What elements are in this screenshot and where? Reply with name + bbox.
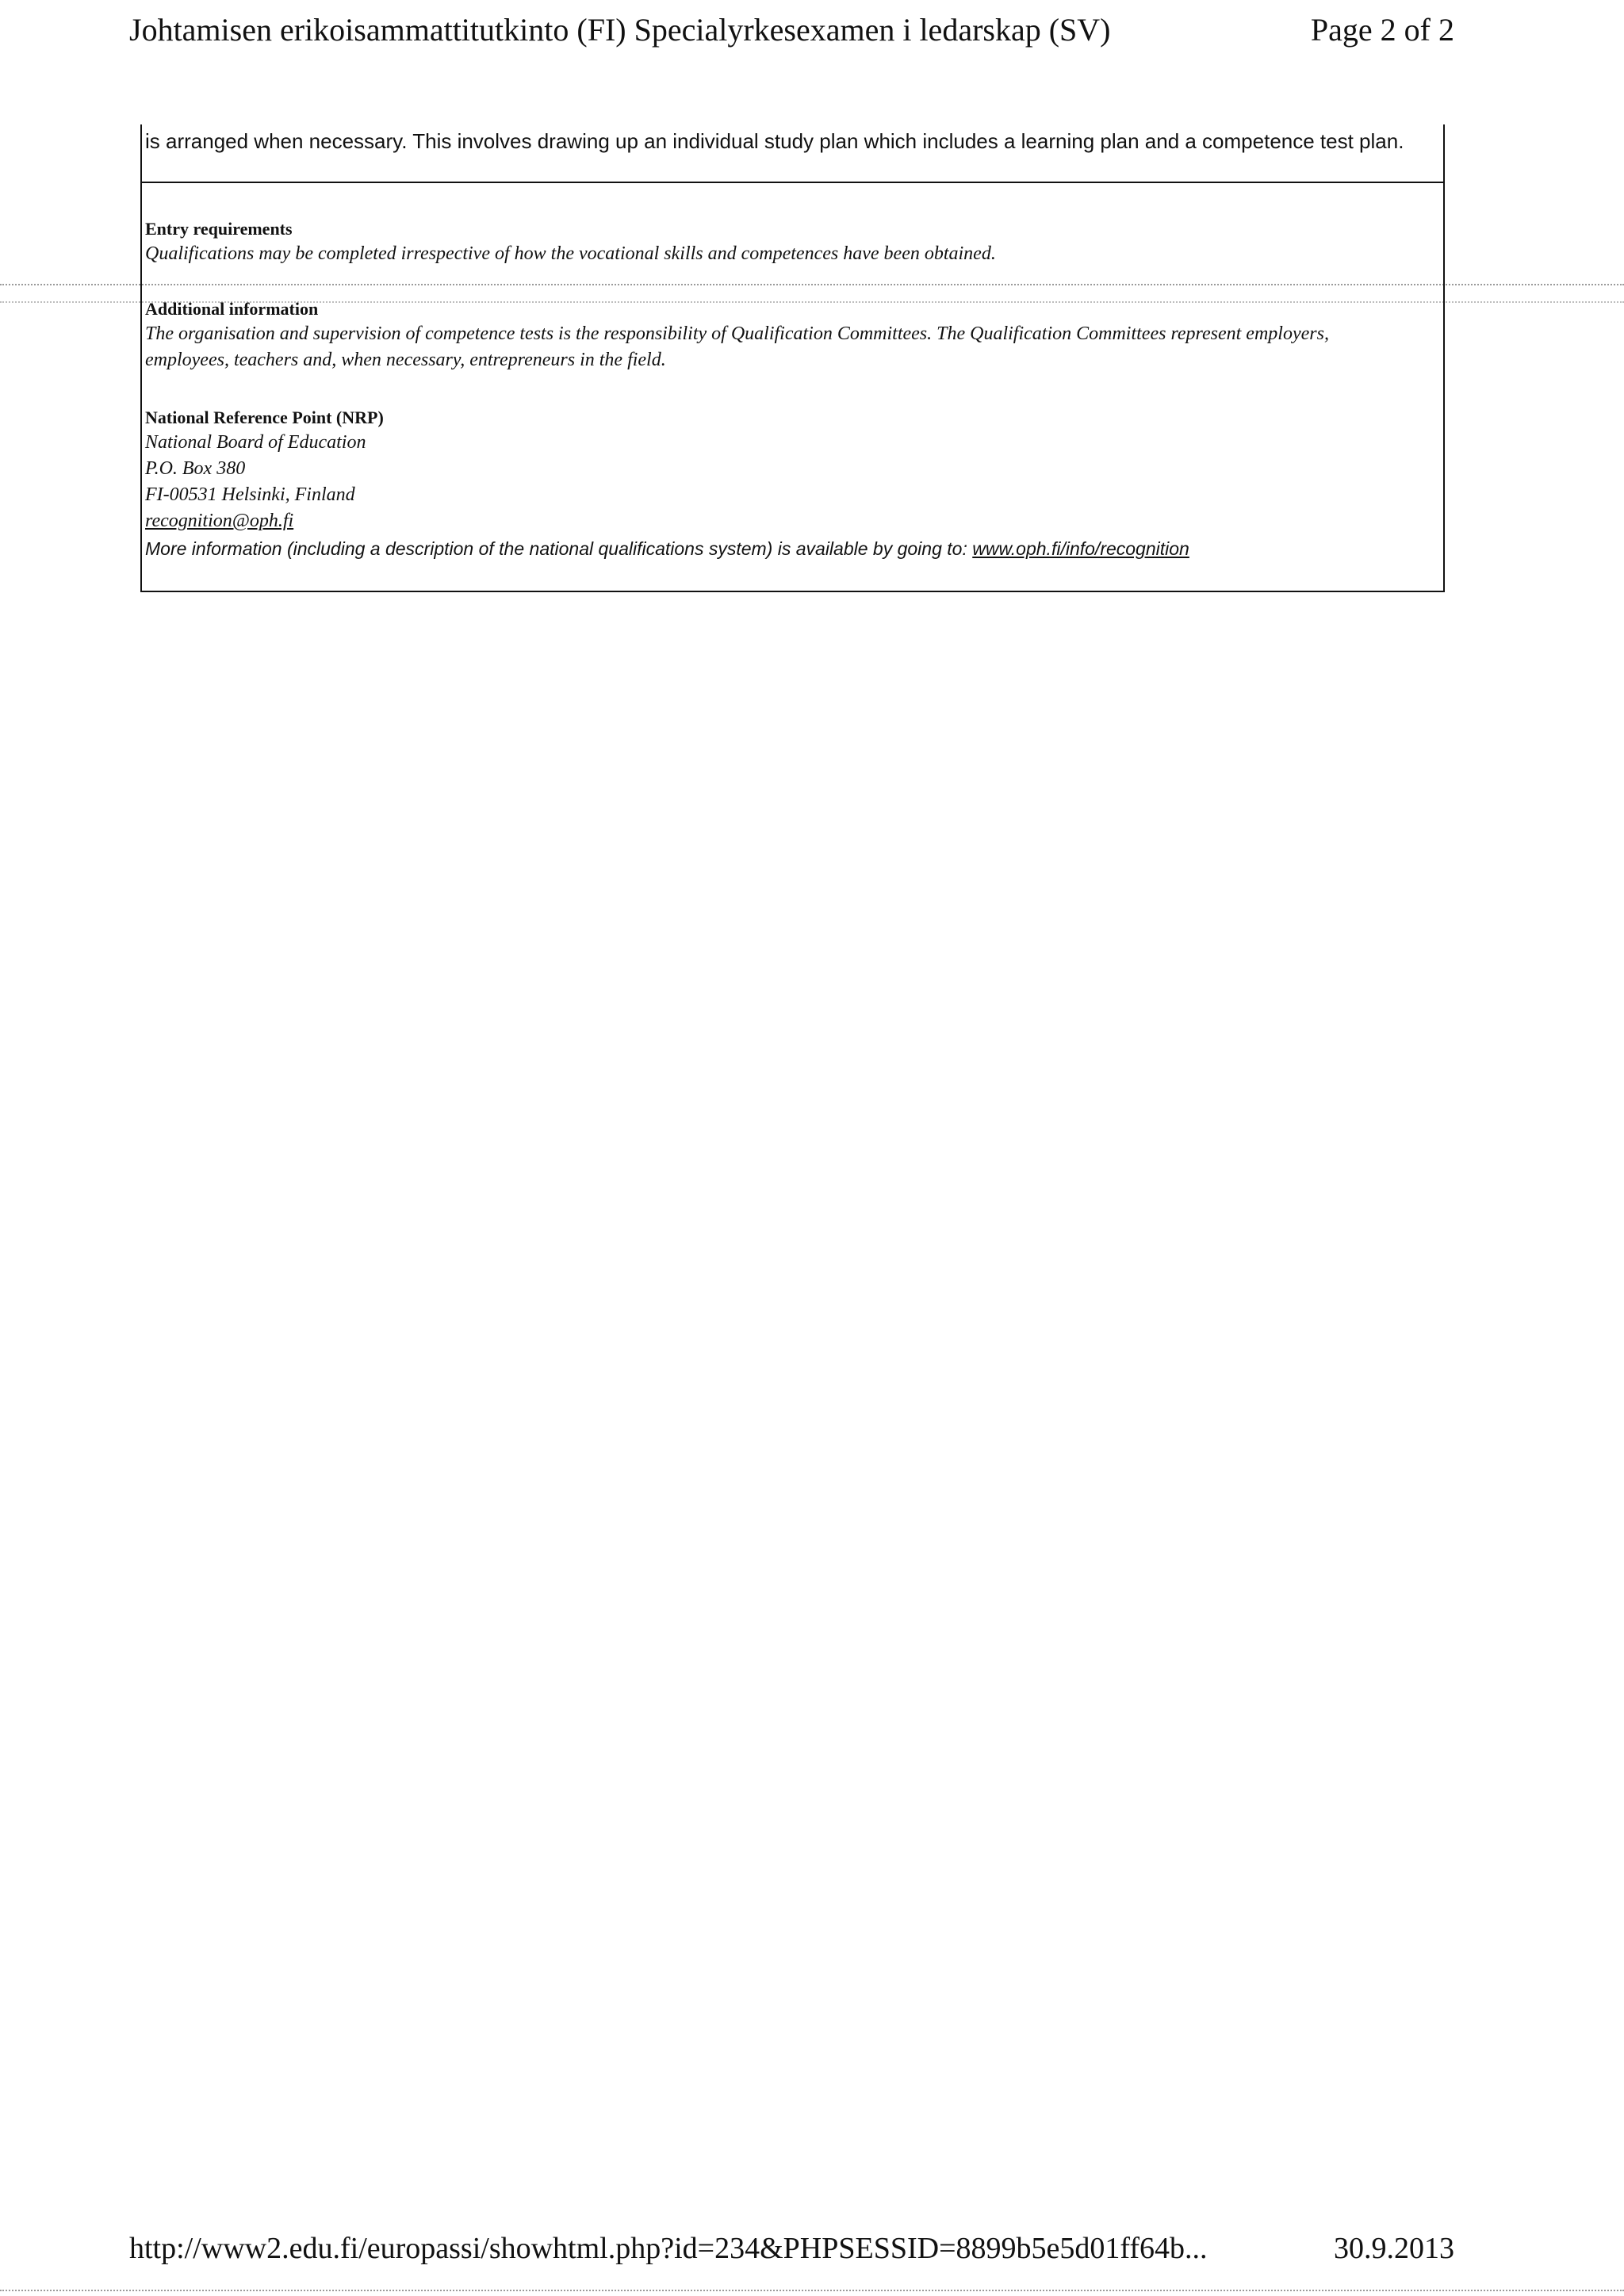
additional-information-label: Additional information <box>145 299 319 319</box>
nrp-organisation: National Board of Education <box>145 432 366 453</box>
print-date: 30.9.2013 <box>1334 2232 1454 2265</box>
carryover-text: is arranged when necessary. This involves drawing up an individual study plan which includes a learning plan and a competence test plan. <box>145 129 1404 153</box>
more-information-text: More information (including a description of the national qualifications system) is available by going to: <box>145 538 973 559</box>
content-box <box>140 124 1445 592</box>
document-title: Johtamisen erikoisammattitutkinto (FI) Specialyrkesexamen i ledarskap (SV) <box>129 12 1111 48</box>
source-url: http://www2.edu.fi/europassi/showhtml.php?id=234&PHPSESSID=8899b5e5d01ff64b... <box>129 2232 1208 2265</box>
nrp-section <box>145 406 1411 534</box>
entry-requirements-text: Qualifications may be completed irrespective of how the vocational skills and competences have been obtained. <box>145 243 996 264</box>
section-divider <box>142 182 1443 183</box>
entry-requirements-section <box>145 217 1411 267</box>
nrp-email-link[interactable]: recognition@oph.fi <box>145 511 294 531</box>
additional-information-text: The organisation and supervision of competence tests is the responsibility of Qualification Committees. The Qualification Committees represent employers, employees, teachers and, when necessary, entrepreneurs in the field. <box>145 323 1329 370</box>
additional-information-section <box>145 297 1411 373</box>
more-information <box>145 537 1427 561</box>
scan-artifact-line <box>0 2290 1624 2291</box>
nrp-city: FI-00531 Helsinki, Finland <box>145 484 355 505</box>
page-number: Page 2 of 2 <box>1310 12 1454 48</box>
recognition-link[interactable]: www.oph.fi/info/recognition <box>972 538 1189 559</box>
nrp-po-box: P.O. Box 380 <box>145 458 246 479</box>
nrp-label: National Reference Point (NRP) <box>145 408 384 427</box>
page-header <box>129 10 1454 51</box>
page-footer <box>129 2228 1454 2269</box>
entry-requirements-label: Entry requirements <box>145 219 293 239</box>
